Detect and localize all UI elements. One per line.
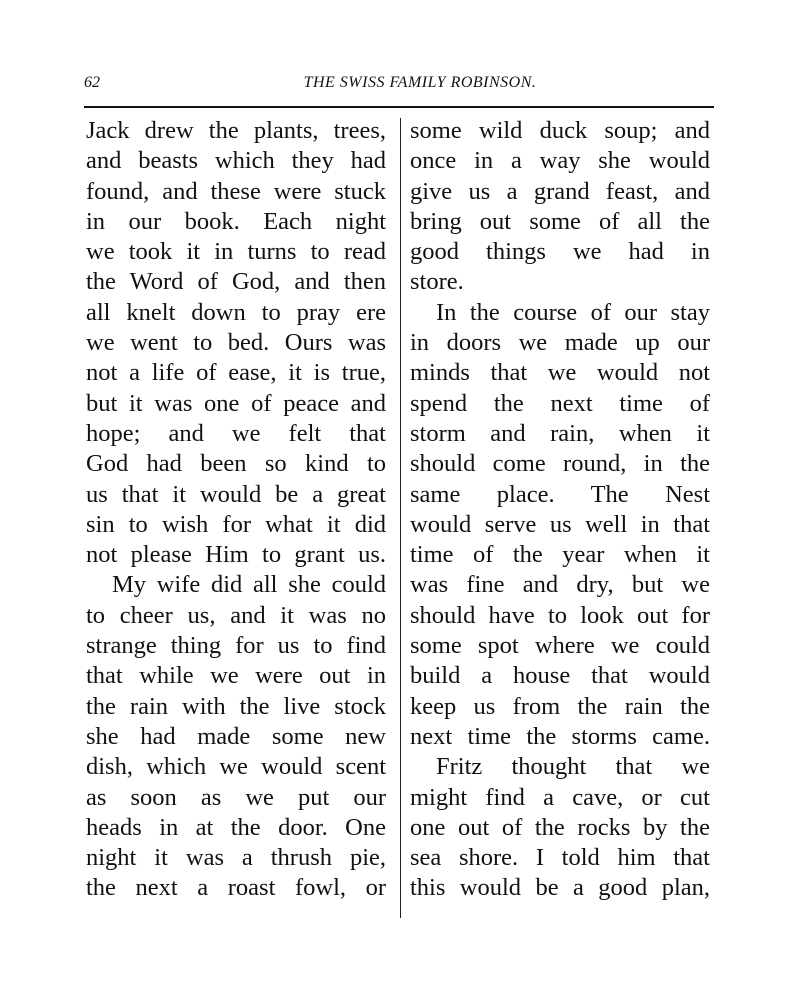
text-line: same place. The Nest: [410, 480, 710, 508]
text-line: in our book. Each night: [86, 207, 386, 235]
text-line: some wild duck soup; and: [410, 117, 710, 144]
text-line: God had been so kind to: [86, 450, 386, 478]
text-line: to cheer us, and it was no: [86, 601, 386, 629]
text-line: the rain with the live stock: [86, 692, 386, 720]
left-text-column: [86, 116, 386, 904]
text-line: sea shore. I told him that: [410, 844, 710, 872]
text-line: time of the year when it: [410, 541, 710, 569]
text-line: we went to bed. Ours was: [86, 329, 386, 357]
text-line: the Word of God, and then: [86, 268, 386, 296]
paragraph-start-line: Fritz thought that we: [436, 753, 710, 781]
text-line: storm and rain, when it: [410, 419, 710, 447]
text-line: not please Him to grant us.: [86, 541, 386, 569]
text-line: that while we were out in: [86, 662, 386, 690]
text-line: dish, which we would scent: [86, 753, 386, 781]
text-line: this would be a good plan,: [410, 874, 710, 902]
text-line: some spot where we could: [410, 632, 710, 660]
text-line: night it was a thrush pie,: [86, 844, 386, 872]
right-text-column: [410, 116, 710, 904]
text-line: we took it in turns to read: [86, 238, 386, 266]
text-line: Jack drew the plants, trees,: [86, 117, 386, 144]
text-line: sin to wish for what it did: [86, 510, 386, 538]
text-line: next time the storms came.: [410, 722, 710, 750]
text-line: give us a grand feast, and: [410, 177, 710, 205]
text-line: she had made some new: [86, 722, 386, 750]
text-line: but it was one of peace and: [86, 389, 386, 417]
text-line: as soon as we put our: [86, 783, 386, 811]
paragraph-end-line: store.: [410, 268, 464, 296]
text-line: bring out some of all the: [410, 207, 710, 235]
paragraph-start-line: My wife did all she could: [112, 571, 386, 599]
text-line: us that it would be a great: [86, 480, 386, 508]
text-line: should come round, in the: [410, 450, 710, 478]
text-line: not a life of ease, it is true,: [86, 359, 386, 387]
text-line: strange thing for us to find: [86, 632, 386, 660]
text-line: all knelt down to pray ere: [86, 298, 386, 326]
text-line: once in a way she would: [410, 147, 710, 175]
text-line: hope; and we felt that: [86, 419, 386, 447]
text-line: spend the next time of: [410, 389, 710, 417]
text-line: keep us from the rain the: [410, 692, 710, 720]
text-line: found, and these were stuck: [86, 177, 386, 205]
text-line: one out of the rocks by the: [410, 813, 710, 841]
text-line: build a house that would: [410, 662, 710, 690]
text-line: good things we had in: [410, 238, 710, 266]
paragraph-start-line: In the course of our stay: [436, 298, 710, 326]
text-line: was fine and dry, but we: [410, 571, 710, 599]
text-line: in doors we made up our: [410, 329, 710, 357]
header-rule: [84, 106, 714, 108]
text-line: minds that we would not: [410, 359, 710, 387]
text-line: should have to look out for: [410, 601, 710, 629]
page-number: 62: [84, 74, 100, 91]
running-head-title: THE SWISS FAMILY ROBINSON.: [303, 74, 537, 91]
column-divider: [400, 118, 401, 918]
text-line: and beasts which they had: [86, 147, 386, 175]
text-line: the next a roast fowl, or: [86, 874, 386, 902]
text-line: would serve us well in that: [410, 510, 710, 538]
text-line: heads in at the door. One: [86, 813, 386, 841]
text-line: might find a cave, or cut: [410, 783, 710, 811]
